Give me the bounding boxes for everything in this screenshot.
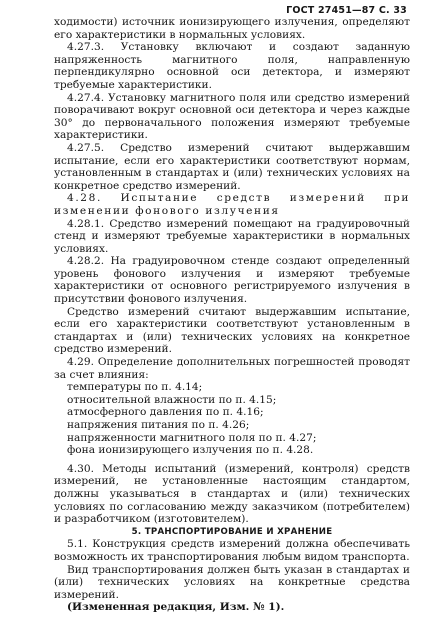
paragraph-4-27-4: 4.27.4. Установку магнитного поля или средство измерений поворачивают вокруг основной оси детектора и через каждые 30° до первоначального положения измеряют требуемые характеристики. (54, 91, 410, 142)
paragraph-4-28-2-conclusion: Средство измерений считают выдержавшим испытание, если его характеристики соответствуют установленным в стандартах и (или) технических условиях на конкретное средство измерений. (54, 305, 410, 356)
paragraph-4-30: 4.30. Методы испытаний (измерений, контроля) средств измерений, не установленные настоящим стандартом, должны указываться в стандартах и (или) технических условиях по согласованию между заказчиком (потребителем) и разработчиком (изготовителем). (54, 462, 410, 526)
paragraph-transport-type: Вид транспортирования должен быть указан в стандартах и (или) технических условиях на конкретные средства измерений. (54, 563, 410, 601)
list-item: атмосферного давления по п. 4.16; (67, 406, 264, 419)
list-item: фона ионизирующего излучения по п. 4.28. (67, 444, 314, 457)
paragraph-4-28-1: 4.28.1. Средство измерений помещают на градуировочный стенд и измеряют требуемые характеристики в нормальных условиях. (54, 217, 410, 255)
paragraph-4-29: 4.29. Определение дополнительных погрешностей проводят за счет влияния: (54, 356, 410, 381)
list-item: напряжения питания по п. 4.26; (67, 419, 250, 431)
paragraph-continuation: ходимости) источник ионизирующего излучения, определяют его характеристики в нормальных условиях. (54, 16, 410, 41)
paragraph-4-28-2: 4.28.2. На градуировочном стенде создают определенный уровень фонового излучения и измеряют требуемые характеристики от основного регистрируемого излучения в присутствии фонового излучения. (54, 255, 410, 306)
paragraph-4-27-3: 4.27.3. Установку включают и создают заданную напряженность магнитного поля, направленную перпендикулярно основной оси детектора, и измеряют требуемые характеристики. (54, 41, 410, 91)
paragraph-4-27-5: 4.27.5. Средство измерений считают выдержавшим испытание, если его характеристики соответствуют нормам, установленным в стандартах и (или) технических условиях на конкретное средство измерений. (54, 141, 410, 192)
paragraph-5-1: 5.1. Конструкция средств измерений должна обеспечивать возможность их транспортирования любым видом транспорта. (54, 538, 410, 563)
document-body (54, 16, 410, 614)
list-item: температуры по п. 4.14; (67, 381, 203, 394)
section-5-heading: 5. ТРАНСПОРТИРОВАНИЕ И ХРАНЕНИЕ (131, 526, 333, 537)
list-item: относительной влажности по п. 4.15; (67, 393, 277, 406)
list-item: напряженности магнитного поля по п. 4.27; (67, 431, 317, 444)
page-header: ГОСТ 27451—87 С. 33 (286, 5, 407, 16)
amendment-note: (Измененная редакция, Изм. № 1). (67, 601, 285, 614)
clause-4-28-heading: 4.28. Испытание средств измерений при изменении фонового излучения (54, 192, 410, 217)
